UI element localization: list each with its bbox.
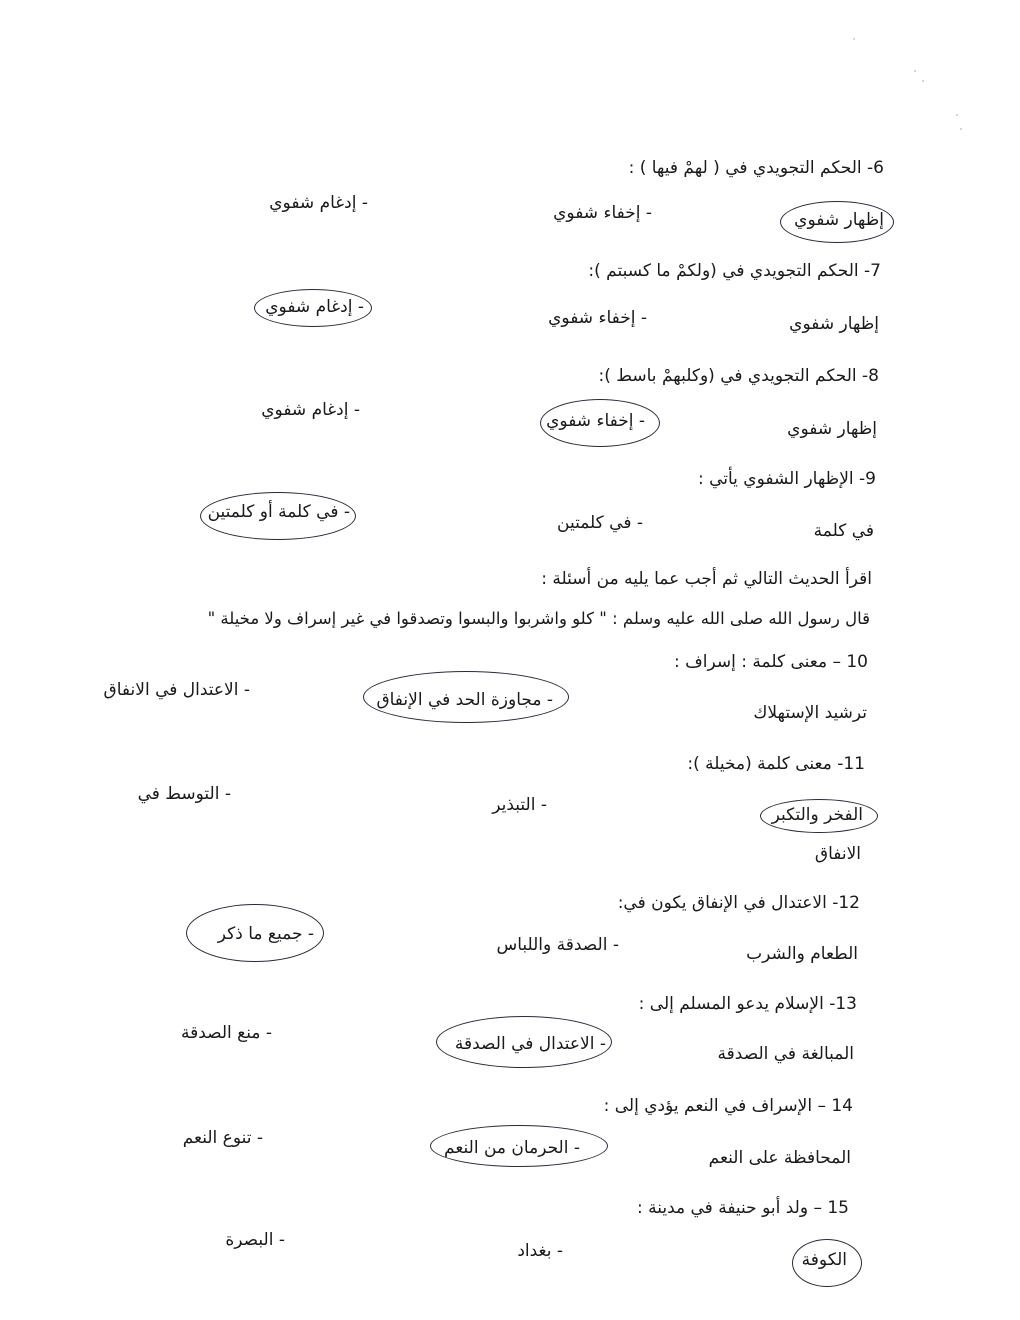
- question-15-option-1: الكوفة: [801, 1250, 847, 1270]
- question-11-stem: 11- معنى كلمة (مخيلة ):: [687, 754, 865, 774]
- question-15-option-2: - بغداد: [517, 1241, 563, 1261]
- question-14-option-3: - تنوع النعم: [182, 1128, 263, 1148]
- question-9-option-3: - في كلمة أو كلمتين: [207, 502, 350, 522]
- scan-speck: [956, 114, 958, 116]
- passage-instruction: اقرأ الحديث التالي ثم أجب عما يليه من أسئلة :: [541, 569, 872, 589]
- question-9-stem: 9- الإظهار الشفوي يأتي :: [697, 469, 876, 489]
- question-10-option-1: ترشيد الإستهلاك: [753, 703, 867, 723]
- scan-speck: [853, 38, 855, 40]
- question-13-stem: 13- الإسلام يدعو المسلم إلى :: [638, 994, 857, 1014]
- question-8-option-3: - إدغام شفوي: [261, 400, 360, 420]
- question-15-option-3: - البصرة: [225, 1230, 285, 1250]
- question-6-option-1: إظهار شفوي: [794, 210, 884, 230]
- question-12-option-2: - الصدقة واللباس: [496, 935, 619, 955]
- question-6-option-3: - إدغام شفوي: [269, 193, 368, 213]
- question-7-option-3: - إدغام شفوي: [265, 297, 364, 317]
- scan-speck: [922, 80, 924, 82]
- question-7-stem: 7- الحكم التجويدي في (ولكمْ ما كسبتم ):: [588, 261, 881, 281]
- question-13-option-3: - منع الصدقة: [180, 1023, 272, 1043]
- question-6-option-2: - إخفاء شفوي: [553, 203, 652, 223]
- question-8-option-1: إظهار شفوي: [787, 419, 877, 439]
- question-15-stem: 15 – ولد أبو حنيفة في مدينة :: [636, 1198, 849, 1218]
- question-11-option-1: الفخر والتكبر: [771, 805, 863, 825]
- question-11-option-continuation: الانفاق: [814, 844, 861, 864]
- question-9-option-2: - في كلمتين: [557, 513, 643, 533]
- question-14-option-1: المحافظة على النعم: [708, 1148, 851, 1168]
- hadith-text: قال رسول الله صلى الله عليه وسلم : " كلو واشربوا والبسوا وتصدقوا في غير إسراف ولا مخيلة ": [207, 609, 870, 628]
- scan-speck: [960, 128, 962, 130]
- scan-speck: [914, 70, 916, 72]
- question-11-option-2: - التبذير: [492, 795, 547, 815]
- question-14-option-2: - الحرمان من النعم: [444, 1138, 580, 1158]
- question-8-stem: 8- الحكم التجويدي في (وكلبهمْ باسط ):: [598, 366, 879, 386]
- question-13-option-2: - الاعتدال في الصدقة: [454, 1034, 606, 1054]
- question-12-option-1: الطعام والشرب: [746, 944, 858, 964]
- question-10-option-2: - مجاوزة الحد في الإنفاق: [376, 690, 553, 710]
- question-13-option-1: المبالغة في الصدقة: [717, 1044, 854, 1064]
- question-6-stem: 6- الحكم التجويدي في ( لهمْ فيها ) :: [628, 158, 884, 178]
- question-12-stem: 12- الاعتدال في الإنفاق يكون في:: [617, 893, 860, 913]
- question-11-option-3: - التوسط في: [137, 784, 231, 804]
- question-10-stem: 10 – معنى كلمة : إسراف :: [674, 652, 868, 672]
- question-10-option-3: - الاعتدال في الانفاق: [103, 680, 250, 700]
- question-8-option-2: - إخفاء شفوي: [546, 411, 645, 431]
- question-9-option-1: في كلمة: [813, 521, 874, 541]
- question-12-option-3: - جميع ما ذكر: [217, 924, 314, 944]
- question-14-stem: 14 – الإسراف في النعم يؤدي إلى :: [603, 1096, 853, 1116]
- question-7-option-2: - إخفاء شفوي: [548, 308, 647, 328]
- question-7-option-1: إظهار شفوي: [789, 314, 879, 334]
